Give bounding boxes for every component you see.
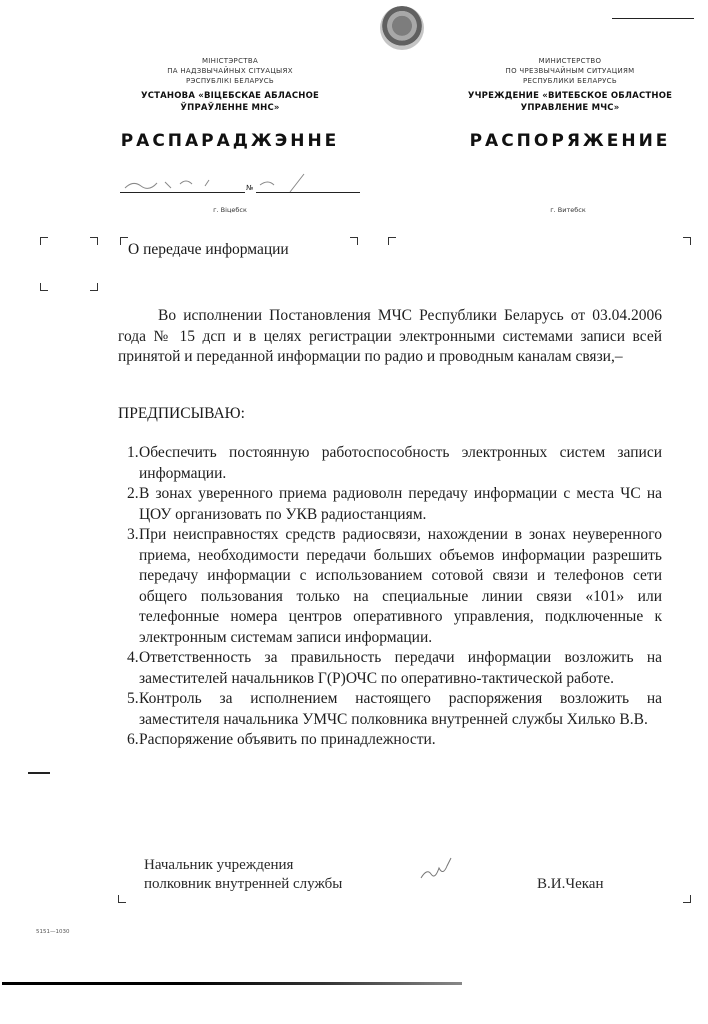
handwritten-date-icon (120, 170, 320, 196)
signature-position (144, 856, 342, 894)
ministry-line: РЭСПУБЛІКІ БЕЛАРУСЬ (185, 77, 275, 85)
doc-type-ru: РАСПОРЯЖЕНИЕ (469, 131, 671, 151)
ministry-line: МІНІСТЭРСТВА (201, 57, 259, 65)
margin-dash (28, 772, 50, 774)
city-ru: г. Витебск (550, 206, 586, 214)
corner-mark (90, 237, 98, 245)
top-right-rule (612, 18, 694, 19)
signatory-name: В.И.Чекан (537, 876, 604, 892)
ministry-line: ПА НАДЗВЫЧАЙНЫХ СІТУАЦЫЯХ (167, 67, 293, 75)
list-item: 4. Ответственность за правильность передачи информации возложить на заместителей начальников Г(Р)ОЧС по оперативно-тактической работе. (127, 649, 662, 687)
org-line: УСТАНОВА «ВІЦЕБСКАЕ АБЛАСНОЕ (140, 91, 320, 101)
subject: О передаче информации (128, 241, 289, 258)
list-item: 3. При неисправностях средств радиосвязи, нахождении в зонах неуверенного приема, необходимости передачи больших объемов информации разрешить передачу информации с использованием сотовой связи и телефонов сети общего пользования только на специальные линии связи «101» или телефонные номера центров оперативного управления, подключенные к электронным системам записи информации. (127, 526, 662, 646)
corner-mark (350, 237, 358, 245)
number-sign: № (246, 184, 254, 192)
doc-type-by: РАСПАРАДЖЭННЕ (120, 131, 340, 151)
corner-mark (118, 895, 126, 903)
corner-mark (683, 895, 691, 903)
ministry-line: МИНИСТЕРСТВО (538, 57, 602, 65)
city-by: г. Віцебск (213, 206, 247, 214)
corner-mark (40, 237, 48, 245)
order-word: ПРЕДПИСЫВАЮ: (118, 405, 245, 422)
position-line: полковник внутренней службы (144, 876, 343, 892)
order-items (127, 443, 662, 751)
header-left (110, 56, 350, 151)
preamble: Во исполнении Постановления МЧС Республики Беларусь от 03.04.2006 года № 15 дсп и в целях регистрации электронными системами записи всей принятой и переданной информации по радио и проводным каналам связи,– (118, 307, 662, 365)
corner-mark (90, 283, 98, 291)
corner-mark (683, 237, 691, 245)
corner-mark (120, 237, 128, 245)
handwritten-signature-icon (418, 856, 458, 884)
position-line: Начальник учреждения (144, 857, 294, 873)
footer-code: 5151—1030 (36, 929, 70, 935)
corner-mark (388, 237, 396, 245)
ministry-line: ПО ЧРЕЗВЫЧАЙНЫМ СИТУАЦИЯМ (505, 67, 635, 75)
org-line: ЎПРАЎЛЕННЕ МНС» (180, 103, 280, 113)
org-line: УПРАВЛЕНИЕ МЧС» (520, 103, 620, 113)
list-item: 1. Обеспечить постоянную работоспособность электронных систем записи информации. (127, 444, 662, 482)
corner-mark (40, 283, 48, 291)
list-item: 2. В зонах уверенного приема радиоволн передачу информации с места ЧС на ЦОУ организовать по УКВ радиостанциям. (127, 485, 662, 523)
list-item: 6. Распоряжение объявить по принадлежности. (127, 731, 436, 748)
list-item: 5. Контроль за исполнением настоящего распоряжения возложить на заместителя начальника УМЧС полковника внутренней службы Хилько В.В. (127, 690, 662, 728)
state-emblem-icon (380, 6, 424, 50)
bottom-rule (2, 982, 462, 985)
header-right (462, 56, 678, 151)
org-line: УЧРЕЖДЕНИЕ «ВИТЕБСКОЕ ОБЛАСТНОЕ (467, 91, 673, 101)
ministry-line: РЕСПУБЛИКИ БЕЛАРУСЬ (523, 77, 617, 85)
